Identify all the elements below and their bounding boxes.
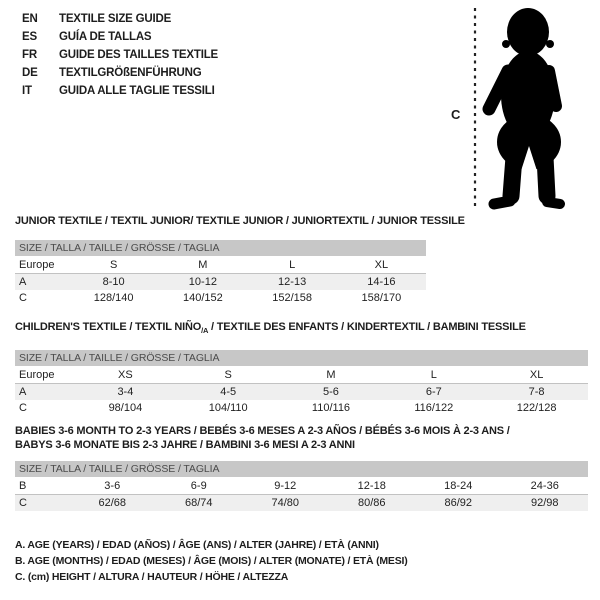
size-value: 74/80 <box>271 497 300 509</box>
size-value: 14-16 <box>367 276 396 288</box>
table-row <box>15 384 588 401</box>
size-value: 122/128 <box>516 402 557 415</box>
table-title-line <box>15 424 588 438</box>
language-row <box>22 64 218 82</box>
size-value: 10-12 <box>188 276 217 288</box>
table-title-text: / TEXTILE DES ENFANTS / KINDERTEXTIL / BAMBINI TESSILE <box>208 321 526 333</box>
language-code: EN <box>22 13 38 25</box>
table-title-text: JUNIOR TEXTILE / TEXTIL JUNIOR/ TEXTILE JUNIOR / JUNIORTEXTIL / JUNIOR TESSILE <box>15 215 465 227</box>
table-title <box>15 424 588 452</box>
size-value: 116/122 <box>414 402 454 415</box>
language-title: TEXTILGRÖßENFÜHRUNG <box>59 67 202 79</box>
size-table <box>15 367 588 416</box>
size-table <box>15 478 588 511</box>
size-header-bar: SIZE / TALLA / TAILLE / GRÖSSE / TAGLIA <box>15 350 588 366</box>
table-row <box>15 274 426 291</box>
row-label: B <box>15 478 69 495</box>
size-value: XL <box>485 367 588 384</box>
language-code: ES <box>22 31 37 43</box>
table-title-line <box>15 320 588 338</box>
size-value: M <box>280 367 383 384</box>
footnote-line: A. AGE (YEARS) / EDAD (AÑOS) / ÂGE (ANS) / ALTER (JAHRE) / ETÀ (ANNI) <box>15 539 379 551</box>
size-value: 98/104 <box>108 402 143 415</box>
language-title: GUIDE DES TAILLES TEXTILE <box>59 49 218 61</box>
size-value: 152/158 <box>272 292 312 304</box>
size-value: 12-13 <box>278 276 307 288</box>
height-measure-label: C <box>451 107 461 122</box>
table-row <box>15 495 588 512</box>
size-value: 104/110 <box>208 402 248 415</box>
size-value: 62/68 <box>98 497 127 509</box>
size-value: S <box>177 367 280 384</box>
size-header-bar: SIZE / TALLA / TAILLE / GRÖSSE / TAGLIA <box>15 240 426 256</box>
size-value: 9-12 <box>242 478 329 495</box>
size-value: 3-4 <box>117 386 134 399</box>
footnote-line: B. AGE (MONTHS) / EDAD (MESES) / ÂGE (MOIS) / ALTER (MONATE) / ETÀ (MESI) <box>15 555 408 567</box>
size-value: 3-6 <box>69 478 156 495</box>
language-title: GUIDA ALLE TAGLIE TESSILI <box>59 85 215 97</box>
row-label: Europe <box>15 367 74 384</box>
size-value: XS <box>74 367 177 384</box>
size-table-section <box>15 214 465 306</box>
size-value: 158/170 <box>361 292 402 304</box>
size-value: 4-5 <box>220 386 237 399</box>
size-value: 80/86 <box>357 497 386 509</box>
row-label: C <box>19 292 27 304</box>
table-title-line <box>15 214 465 228</box>
language-title: TEXTILE SIZE GUIDE <box>59 13 172 25</box>
size-value: 24-36 <box>502 478 589 495</box>
language-list <box>22 10 218 100</box>
table-title-line <box>15 438 588 452</box>
size-value: 6-7 <box>425 386 442 399</box>
table-row <box>15 478 588 495</box>
size-table-body <box>15 478 588 511</box>
size-header-bar: SIZE / TALLA / TAILLE / GRÖSSE / TAGLIA <box>15 461 588 477</box>
size-value: 18-24 <box>415 478 502 495</box>
table-row <box>15 400 588 416</box>
size-value: 140/152 <box>182 292 223 304</box>
language-code: IT <box>22 85 32 97</box>
size-value: L <box>248 257 337 274</box>
language-title: GUÍA DE TALLAS <box>59 31 152 43</box>
baby-silhouette-svg <box>450 5 590 217</box>
row-label: Europe <box>15 257 69 274</box>
size-table-section <box>15 320 588 416</box>
size-value: 128/140 <box>93 292 134 304</box>
language-code: DE <box>22 67 38 79</box>
language-row <box>22 28 218 46</box>
size-value: 12-18 <box>329 478 416 495</box>
size-table-section <box>15 424 588 511</box>
language-row <box>22 10 218 28</box>
size-value: 92/98 <box>530 497 559 509</box>
row-label: C <box>19 497 27 509</box>
table-row <box>15 290 426 306</box>
table-title <box>15 214 465 228</box>
table-row <box>15 367 588 384</box>
size-value: S <box>69 257 158 274</box>
size-value: 68/74 <box>184 497 213 509</box>
size-table-body <box>15 257 426 306</box>
footnotes <box>15 537 408 585</box>
baby-figure <box>450 5 590 217</box>
table-title-text: /A <box>201 326 209 336</box>
size-value: 5-6 <box>323 386 339 399</box>
size-value: 7-8 <box>528 386 545 399</box>
size-value: M <box>158 257 247 274</box>
size-value: L <box>382 367 485 384</box>
table-title-text: BABIES 3-6 MONTH TO 2-3 YEARS / BEBÉS 3-6 MESES A 2-3 AÑOS / BÉBÉS 3-6 MOIS À 2-3 ANS / <box>15 425 510 437</box>
size-value: 110/116 <box>311 402 351 415</box>
size-table-body <box>15 367 588 416</box>
size-value: 8-10 <box>102 276 125 288</box>
language-row <box>22 82 218 100</box>
table-row <box>15 257 426 274</box>
table-title <box>15 320 588 338</box>
row-label: C <box>19 402 27 415</box>
table-title-text: CHILDREN'S TEXTILE / TEXTIL NIÑO <box>15 321 202 333</box>
footnote-line: C. (cm) HEIGHT / ALTURA / HAUTEUR / HÖHE / ALTEZZA <box>15 571 289 583</box>
table-title-text: BABYS 3-6 MONATE BIS 2-3 JAHRE / BAMBINI 3-6 MESI A 2-3 ANNI <box>15 439 355 451</box>
size-value: 6-9 <box>156 478 243 495</box>
size-table <box>15 257 426 306</box>
row-label: A <box>19 386 27 399</box>
size-value: 86/92 <box>444 497 473 509</box>
row-label: A <box>19 276 27 288</box>
language-code: FR <box>22 49 37 61</box>
language-row <box>22 46 218 64</box>
size-value: XL <box>337 257 426 274</box>
